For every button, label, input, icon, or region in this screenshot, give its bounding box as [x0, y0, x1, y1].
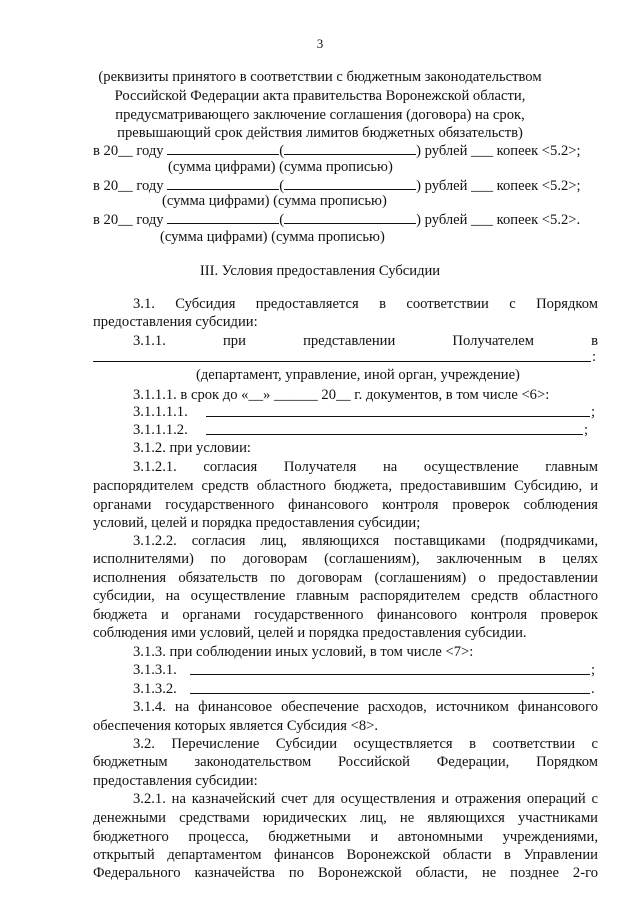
year-label: в 20__ году [93, 212, 168, 228]
paragraph-line: 3.1.2.1. согласия Получателя на осуществление главным [133, 459, 598, 475]
condition-item-label: 3.1.3.2. [133, 681, 177, 697]
line-end-mark: : [592, 349, 597, 365]
paragraph-line: 3.1.3. при соблюдении иных условий, в том числе <7>: [133, 644, 474, 660]
paragraph-line: соблюдения ими условий, целей и порядка предоставления субсидии. [93, 625, 527, 641]
paragraph-line: бюджетного процесса, бюджетными и автономными учреждениями, [93, 829, 598, 845]
currency-suffix: ) рублей ___ копеек <5.2>; [416, 178, 581, 194]
paragraph-line: денежными средствами юридических лиц, не являющихся участниками [93, 810, 598, 826]
paragraph-line: 3.2. Перечисление Субсидии осуществляется в соответствии с [133, 736, 598, 752]
condition-item-field[interactable] [190, 693, 590, 694]
amount-caption: (сумма цифрами) (сумма прописью) [162, 193, 387, 209]
paragraph-line: 3.1.1. при представлении Получателем в [133, 333, 598, 349]
document-item-field[interactable] [206, 434, 583, 435]
paragraph-line: 3.1.2. при условии: [133, 440, 251, 456]
condition-item-label: 3.1.3.1. [133, 662, 177, 678]
amount-digits-field[interactable] [167, 210, 279, 224]
paragraph-line: предоставления субсидии: [93, 314, 258, 330]
amount-words-field[interactable] [284, 176, 416, 190]
year-amount-line: в 20__ году ( ) рублей ___ копеек <5.2>; [93, 143, 581, 159]
year-amount-line: в 20__ году ( ) рублей ___ копеек <5.2>; [93, 178, 581, 194]
document-item-label: 3.1.1.1.2. [133, 422, 188, 438]
requisites-line: предусматривающего заключение соглашения (договора) на срок, [115, 107, 525, 123]
line-end-mark: ; [584, 422, 589, 438]
paragraph-line: предоставления субсидии: [93, 773, 258, 789]
year-label: в 20__ году [93, 178, 168, 194]
department-caption: (департамент, управление, иной орган, учреждение) [196, 367, 520, 383]
line-end-mark: ; [591, 404, 596, 420]
paragraph-line: условий, целей и порядка предоставления субсидии; [93, 515, 421, 531]
line-end-mark: . [591, 681, 595, 697]
requisites-line: превышающий срок действия лимитов бюджетных обязательств) [117, 125, 523, 141]
amount-digits-field[interactable] [167, 141, 279, 155]
requisites-line: Российской Федерации акта правительства Воронежской области, [114, 88, 526, 104]
currency-suffix: ) рублей ___ копеек <5.2>; [416, 143, 581, 159]
requisites-line: (реквизиты принятого в соответствии с бюджетным законодательством [98, 69, 542, 85]
paragraph-line: 3.2.1. на казначейский счет для осуществления и отражения операций с [133, 791, 598, 807]
section-title: III. Условия предоставления Субсидии [199, 263, 441, 279]
paragraph-line: Федерального казначейства по Воронежской области, не позднее 2-го [93, 865, 598, 881]
paragraph-line: исполнителями) по договорам (соглашениям), заключенным в целях [93, 551, 598, 567]
page-number: 3 [316, 36, 324, 51]
paragraph-line: 3.1.4. на финансовое обеспечение расходов, источником финансового [133, 699, 598, 715]
line-end-mark: ; [591, 662, 596, 678]
paragraph-line: распорядителем средств областного бюджета, предоставившим Субсидию, и [93, 478, 598, 494]
department-field[interactable] [93, 361, 591, 362]
paragraph-line: 3.1. Субсидия предоставляется в соответствии с Порядком [133, 296, 598, 312]
amount-words-field[interactable] [284, 210, 416, 224]
paragraph-line: органами государственного финансового контроля проверок соблюдения [93, 497, 598, 513]
amount-caption: (сумма цифрами) (сумма прописью) [168, 159, 393, 175]
paragraph-line: бюджетным законодательством Российской Федерации, Порядком [93, 754, 598, 770]
condition-item-field[interactable] [190, 674, 590, 675]
paragraph-line: открытый департаментом финансов Воронежской области в Управлении [93, 847, 598, 863]
amount-caption: (сумма цифрами) (сумма прописью) [160, 229, 385, 245]
amount-digits-field[interactable] [167, 176, 279, 190]
paragraph-line: обеспечения которых является Субсидия <8>. [93, 718, 379, 734]
year-label: в 20__ году [93, 143, 168, 159]
paragraph-line: 3.1.2.2. согласия лиц, являющихся поставщиками (подрядчиками, [133, 533, 598, 549]
amount-words-field[interactable] [284, 141, 416, 155]
paragraph-line: 3.1.1.1. в срок до «__» ______ 20__ г. документов, в том числе <6>: [133, 387, 550, 403]
paragraph-line: субсидии, на осуществление главным распорядителем средств областного [93, 588, 598, 604]
year-amount-line: в 20__ году ( ) рублей ___ копеек <5.2>. [93, 212, 581, 228]
paragraph-line: исполнения обязательств по договорам (соглашениям) о предоставлении [93, 570, 598, 586]
paragraph-line: бюджета и органами государственного финансового контроля проверок [93, 607, 598, 623]
currency-suffix: ) рублей ___ копеек <5.2>. [416, 212, 581, 228]
document-item-label: 3.1.1.1.1. [133, 404, 188, 420]
document-item-field[interactable] [206, 416, 590, 417]
